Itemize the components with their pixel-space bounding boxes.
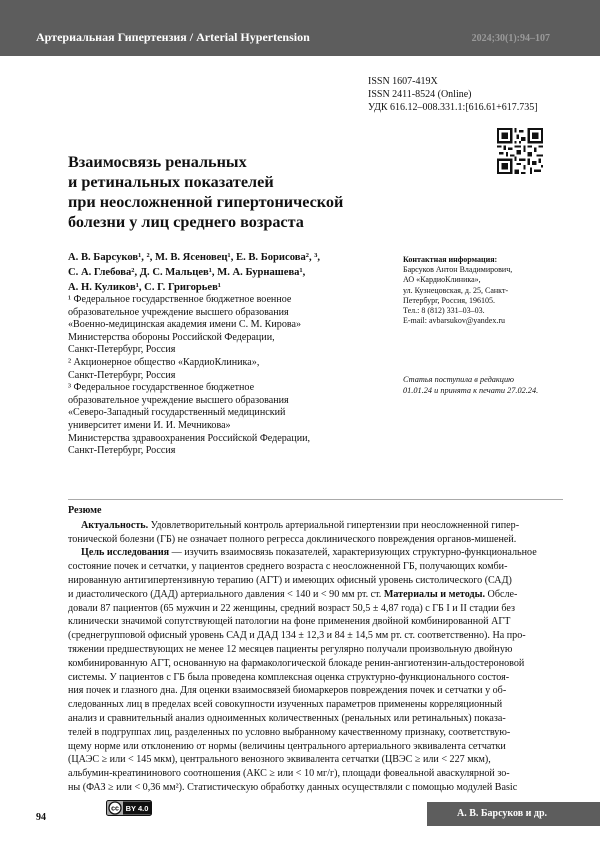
author-line: А. В. Барсуков¹, ², М. В. Ясеновец¹, Е. В. Борисова², ³, [68, 252, 321, 263]
svg-text:cc: cc [111, 805, 119, 813]
running-author: А. В. Барсуков и др. [457, 808, 548, 819]
abstract-text-run: Обсле- [485, 588, 518, 600]
abstract-text-run: и диастолического (ДАД) артериального давления < 140 и < 90 мм рт. ст. [68, 588, 384, 600]
issn-online: ISSN 2411-8524 (Online) [368, 89, 472, 100]
title-line: при неосложненной гипертонической [68, 193, 344, 211]
abstract [68, 504, 563, 795]
affiliation-line: Санкт-Петербург, Россия [68, 445, 176, 457]
affiliation-line: Санкт-Петербург, Россия [68, 369, 176, 381]
received-line: 01.01.24 и принята к печати 27.02.24. [403, 385, 539, 395]
abstract-line [68, 615, 563, 629]
abstract-line [68, 712, 563, 726]
abstract-line [68, 767, 563, 781]
author-line: А. Н. Куликов¹, С. Г. Григорьев¹ [68, 282, 221, 293]
abstract-line [68, 533, 563, 547]
affiliation-line: «Военно-медицинская академия имени С. М. Кирова» [68, 319, 302, 331]
abstract-line [68, 588, 563, 602]
contact-info [403, 255, 563, 326]
abstract-line [68, 726, 563, 740]
abstract-text-run: комбинированную АГТ, основанную на фармакологической блокаде ренин-ангиотензин-альдостероновой [68, 657, 525, 669]
affiliation-line: образовательное учреждение высшего образования [68, 306, 289, 318]
affiliation-line: Министерства обороны Российской Федерации, [68, 331, 275, 343]
abstract-body [68, 519, 563, 795]
abstract-line [68, 574, 563, 588]
udc-code: УДК 616.12–008.331.1:[616.61+617.735] [368, 102, 538, 113]
abstract-bold-run: Цель исследования [81, 547, 170, 559]
contact-line: Петербург, Россия, 196105. [403, 295, 496, 305]
abstract-text-run: Удовлетворительный контроль артериальной гипертензии при неосложненной гипер- [148, 519, 520, 531]
abstract-line [68, 698, 563, 712]
abstract-line [68, 519, 563, 533]
affiliation-line: образовательное учреждение высшего образования [68, 394, 289, 406]
received-line: Статья поступила в редакцию [403, 375, 514, 384]
citation-reference: 2024;30(1):94–107 [471, 33, 550, 44]
abstract-text-run: альбумин-креатининового соотношения (АКС ≥ или < 10 мг/г), площади фовеальной аваскулярной зо- [68, 768, 510, 780]
contact-line: Барсуков Антон Владимирович, [403, 265, 513, 275]
abstract-line [68, 781, 563, 795]
license-label: BY 4.0 [125, 804, 149, 813]
issn-block [368, 75, 538, 114]
abstract-text-run: тонической болезни (ГБ) не означает полного регресса доклинического повреждения органов-мишеней. [68, 533, 517, 545]
page-number: 94 [36, 812, 46, 823]
contact-email[interactable]: E-mail: avbarsukov@yandex.ru [403, 316, 506, 326]
abstract-text-run: (среднегрупповой офисный уровень САД и ДАД 134 ± 12,3 и 84 ± 14,5 мм рт. ст. соответственно). На про- [68, 630, 526, 642]
abstract-line [68, 657, 563, 671]
received-note [403, 375, 563, 396]
affiliation-line: Санкт-Петербург, Россия [68, 344, 176, 356]
title-line: болезни у лиц среднего возраста [68, 213, 304, 231]
abstract-line [68, 560, 563, 574]
abstract-text-run: следованных лиц в пределах всей совокупности изученных параметров применены корреляционный [68, 699, 503, 711]
abstract-text-run: тяжении предшествующих не менее 12 месяцев пациенты регулярно получали произвольную двойную [68, 643, 513, 655]
affiliation-line: Министерства здравоохранения Российской Федерации, [68, 432, 311, 444]
abstract-text-run: — изучить взаимосвязь показателей, характеризующих структурно-функциональное [169, 547, 537, 559]
affiliation-line: ³ Федеральное государственное бюджетное [68, 382, 255, 394]
creative-commons-icon[interactable] [106, 800, 152, 816]
abstract-text-run: довали 87 пациентов (65 мужчин и 22 женщины, средний возраст 50,5 ± 4,87 года) с ГБ I и II стадии без [68, 602, 515, 614]
abstract-line [68, 671, 563, 685]
abstract-text-run: ния почек и глазного дна. Для оценки взаимосвязей биомаркеров повреждения почек и сетчатки у об- [68, 685, 507, 697]
abstract-heading: Резюме [68, 505, 102, 516]
abstract-text-run: анализ и сравнительный анализ одноименных количественных (ренальных или ретинальных) показа- [68, 712, 506, 724]
abstract-text-run: клинически значимой сопутствующей патологии на фоне применения двойной комбинированной АГТ [68, 616, 511, 628]
affiliation-line: «Северо-Западный государственный медицинский [68, 407, 286, 419]
abstract-text-run: системы. У пациентов с ГБ была проведена комплексная оценка структурно-функционального состоя- [68, 671, 510, 683]
affiliation-line: университет имени И. И. Мечникова» [68, 419, 231, 431]
abstract-line [68, 740, 563, 754]
abstract-text-run: (ЦАЭС ≥ или < 145 мкм), центрального венозного эквивалента сетчатки (ЦВЭС ≥ или < 227 мкм), [68, 754, 491, 766]
contact-line: АО «КардиоКлиника», [403, 275, 481, 285]
abstract-line [68, 643, 563, 657]
abstract-line [68, 602, 563, 616]
title-line: и ретинальных показателей [68, 173, 274, 191]
abstract-line [68, 629, 563, 643]
article-title [68, 152, 388, 232]
affiliation-list [68, 294, 398, 458]
issn-print: ISSN 1607-419X [368, 76, 438, 87]
section-divider [68, 499, 563, 500]
abstract-text-run: нированную антигипертензивную терапию (АГТ) и имеющих офисный уровень систолического (САД) [68, 574, 512, 586]
abstract-bold-run: Актуальность. [81, 519, 149, 531]
abstract-line [68, 753, 563, 767]
qr-code-icon [497, 128, 543, 174]
contact-line: ул. Кузнецовская, д. 25, Санкт- [403, 285, 509, 295]
contact-line: Тел.: 8 (812) 331–03–03. [403, 306, 485, 316]
title-line: Взаимосвязь ренальных [68, 153, 247, 171]
abstract-text-run: телей в подгруппах лиц, разделенных по условно выбранному качественному признаку, соответствую- [68, 726, 511, 738]
abstract-text-run: щему норме или отклонению от нормы (величины центрального артериального эквивалента сетчатки [68, 740, 506, 752]
journal-header-bar [0, 0, 600, 56]
abstract-line [68, 684, 563, 698]
affiliation-line: ¹ Федеральное государственное бюджетное военное [68, 294, 292, 305]
abstract-line [68, 546, 563, 560]
contact-heading: Контактная информация: [403, 255, 498, 264]
abstract-text-run: состояние почек и сетчатки, у пациентов среднего возраста с неосложненной ГБ, получающих комби- [68, 561, 508, 573]
author-list [68, 250, 398, 295]
author-line: С. А. Глебова², Д. С. Мальцев¹, М. А. Бурнашева¹, [68, 267, 306, 278]
journal-title: Артериальная Гипертензия / Arterial Hypertension [36, 30, 310, 44]
affiliation-line: ² Акционерное общество «КардиоКлиника», [68, 356, 260, 368]
abstract-text-run: ны (ФАЗ ≥ или < 0,36 мм²). Статистическую обработку данных осуществляли с помощью модулей Basic [68, 781, 518, 793]
abstract-bold-run: Материалы и методы. [383, 588, 486, 600]
